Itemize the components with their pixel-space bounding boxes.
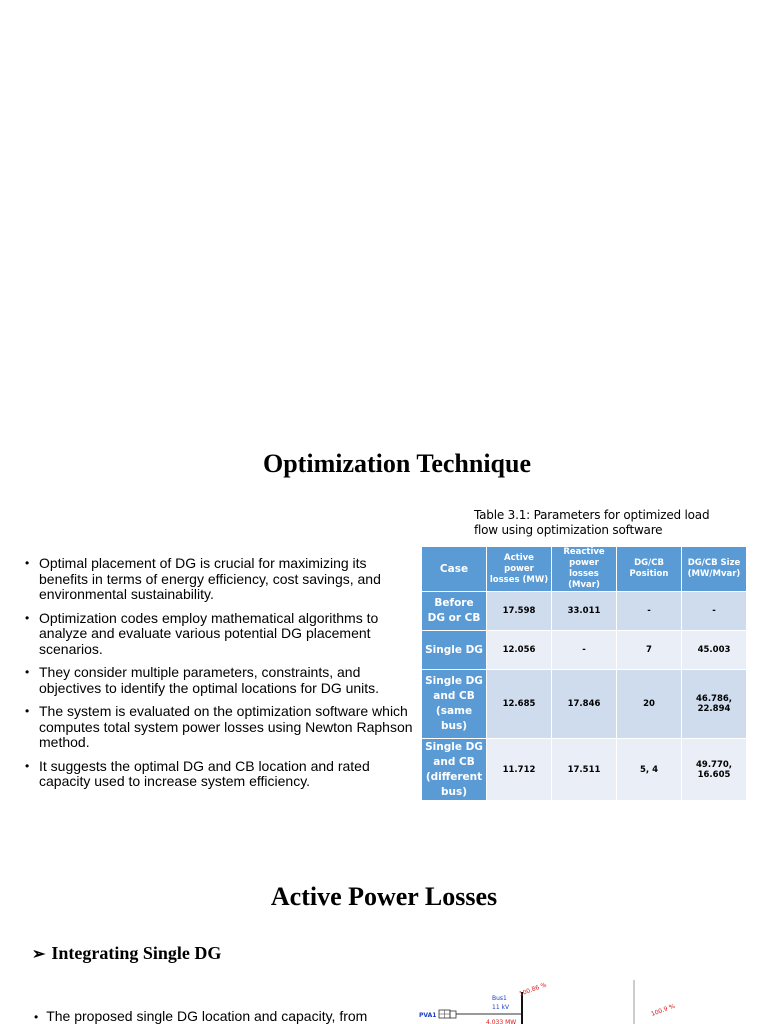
table-cell: 12.685 [487, 670, 552, 739]
table-cell: 7 [617, 631, 682, 670]
list-item: • The proposed single DG location and capacity, from [34, 1008, 367, 1024]
single-line-diagram [410, 978, 700, 1024]
parameters-table [421, 546, 747, 801]
bus-voltage-percent: 100.9 % [650, 1002, 676, 1018]
table-cell: 20 [617, 670, 682, 739]
bus-label: Bus1 [492, 995, 507, 1002]
power-flow-label: 4.033 MW [486, 1019, 517, 1024]
table-cell: 12.056 [487, 631, 552, 670]
arrow-right-icon: ➢ [32, 945, 46, 963]
table-row [422, 592, 747, 631]
table-cell: Single DG and CB (different bus) [422, 739, 487, 801]
table-cell: 46.786, 22.894 [682, 670, 747, 739]
table-header-cell: DG/CB Position [617, 547, 682, 592]
bus-voltage-percent: 100.86 % [518, 981, 548, 998]
table-header-cell: Reactive power losses (Mvar) [552, 547, 617, 592]
table-row [422, 631, 747, 670]
table-cell: 45.003 [682, 631, 747, 670]
inverter-icon [450, 1011, 456, 1018]
table-cell: Before DG or CB [422, 592, 487, 631]
list-item: • Optimal placement of DG is crucial for maximizing its benefits in terms of energy efficiency, cost savings, and environmental sustainability. [24, 556, 414, 603]
pv-label: PVA1 [419, 1012, 437, 1019]
table-caption: Table 3.1: Parameters for optimized load flow using optimization software [474, 508, 710, 537]
table-cell: - [552, 631, 617, 670]
list-item: • It suggests the optimal DG and CB location and rated capacity used to increase system efficiency. [24, 759, 414, 790]
table-header-cell: DG/CB Size (MW/Mvar) [682, 547, 747, 592]
table-cell: 17.511 [552, 739, 617, 801]
list-item: • They consider multiple parameters, constraints, and objectives to identify the optimal locations for DG units. [24, 665, 414, 696]
table-cell: 49.770, 16.605 [682, 739, 747, 801]
table-cell: 11.712 [487, 739, 552, 801]
table-row [422, 739, 747, 801]
table-cell: 33.011 [552, 592, 617, 631]
table-row [422, 670, 747, 739]
sub-heading [32, 943, 221, 964]
list-item: • Optimization codes employ mathematical algorithms to analyze and evaluate various potential DG placement scenarios. [24, 611, 414, 658]
bullet-list [24, 556, 414, 798]
sub-heading-label: Integrating Single DG [51, 943, 222, 963]
list-item: • The system is evaluated on the optimization software which computes total system power losses using Newton Raphson method. [24, 704, 414, 751]
table-cell: 17.846 [552, 670, 617, 739]
table-header-cell: Case [422, 547, 487, 592]
table-cell: 17.598 [487, 592, 552, 631]
bus-voltage-label: 11 kV [492, 1004, 510, 1011]
table-cell: Single DG [422, 631, 487, 670]
page-title: Optimization Technique [263, 449, 531, 478]
table-cell: 5, 4 [617, 739, 682, 801]
table-header-cell: Active power losses (MW) [487, 547, 552, 592]
table-cell: - [617, 592, 682, 631]
table-cell: Single DG and CB (same bus) [422, 670, 487, 739]
table-header-row [422, 547, 747, 592]
section-title: Active Power Losses [270, 882, 498, 911]
table-cell: - [682, 592, 747, 631]
